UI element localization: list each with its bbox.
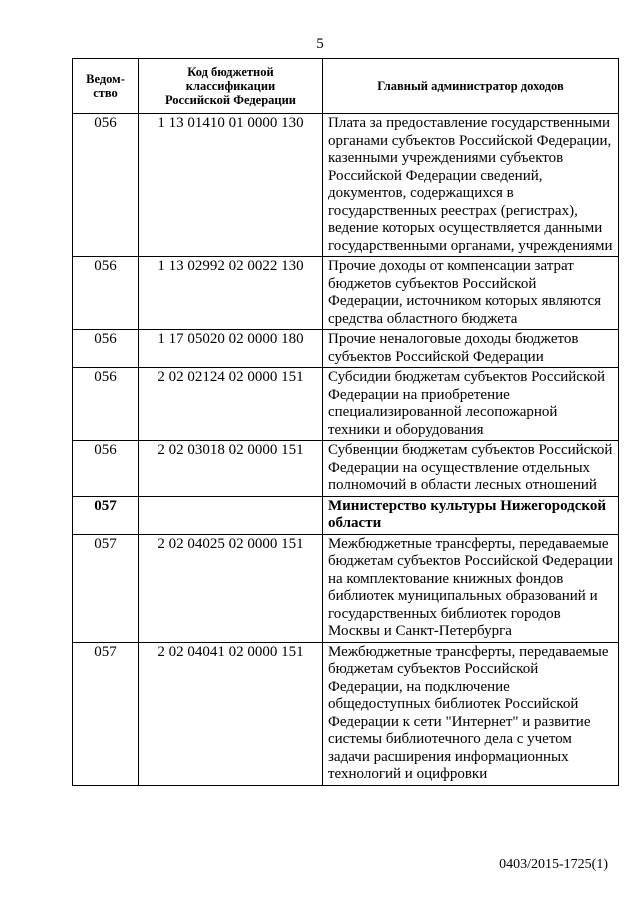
cell-dept: 057 <box>73 534 139 642</box>
cell-description: Межбюджетные трансферты, передаваемые бюджетам субъектов Российской Федерации, на подключение общедоступных библиотек Российской Федерации к сети "Интернет" и развитие системы библиотечного дела с учетом задачи расширения информационных технологий и оцифровки <box>323 642 619 785</box>
cell-dept: 056 <box>73 114 139 257</box>
cell-code: 2 02 02124 02 0000 151 <box>139 368 323 441</box>
cell-code: 1 13 01410 01 0000 130 <box>139 114 323 257</box>
cell-description: Субсидии бюджетам субъектов Российской Федерации на приобретение специализированной лесопожарной техники и оборудования <box>323 368 619 441</box>
table-row <box>73 534 619 642</box>
cell-code: 1 17 05020 02 0000 180 <box>139 330 323 368</box>
cell-description: Прочие доходы от компенсации затрат бюджетов субъектов Российской Федерации, источником которых являются средства областного бюджета <box>323 257 619 330</box>
cell-description: Субвенции бюджетам субъектов Российской Федерации на осуществление отдельных полномочий в области лесных отношений <box>323 441 619 497</box>
header-admin: Главный администратор доходов <box>323 59 619 114</box>
cell-dept: 057 <box>73 642 139 785</box>
cell-dept: 056 <box>73 330 139 368</box>
table-row-ministry <box>73 496 619 534</box>
cell-code: 2 02 04041 02 0000 151 <box>139 642 323 785</box>
cell-dept: 057 <box>73 496 139 534</box>
cell-dept: 056 <box>73 257 139 330</box>
table-row <box>73 114 619 257</box>
cell-dept: 056 <box>73 368 139 441</box>
cell-description: Плата за предоставление государственными органами субъектов Российской Федерации, казенными учреждениями субъектов Российской Федерации сведений, документов, содержащихся в государственных реестрах (регистрах), ведение которых осуществляется данными государственными органами, учреждениями <box>323 114 619 257</box>
table-row <box>73 257 619 330</box>
cell-dept: 056 <box>73 441 139 497</box>
cell-code: 1 13 02992 02 0022 130 <box>139 257 323 330</box>
document-code: 0403/2015-1725(1) <box>499 857 608 872</box>
table-row <box>73 642 619 785</box>
table-header-row <box>73 59 619 114</box>
cell-code: 2 02 03018 02 0000 151 <box>139 441 323 497</box>
table-row <box>73 330 619 368</box>
page-number: 5 <box>316 36 324 52</box>
cell-description: Прочие неналоговые доходы бюджетов субъектов Российской Федерации <box>323 330 619 368</box>
header-code: Код бюджетной классификации Российской Федерации <box>139 59 323 114</box>
table-row <box>73 441 619 497</box>
ministry-name: Министерство культуры Нижегородской области <box>323 496 619 534</box>
cell-code <box>139 496 323 534</box>
header-dept: Ведом- ство <box>73 59 139 114</box>
cell-code: 2 02 04025 02 0000 151 <box>139 534 323 642</box>
cell-description: Межбюджетные трансферты, передаваемые бюджетам субъектов Российской Федерации на комплектование книжных фондов библиотек муниципальных образований и государственных библиотек городов Москвы и Санкт-Петербурга <box>323 534 619 642</box>
table-row <box>73 368 619 441</box>
budget-revenue-table <box>72 58 619 786</box>
